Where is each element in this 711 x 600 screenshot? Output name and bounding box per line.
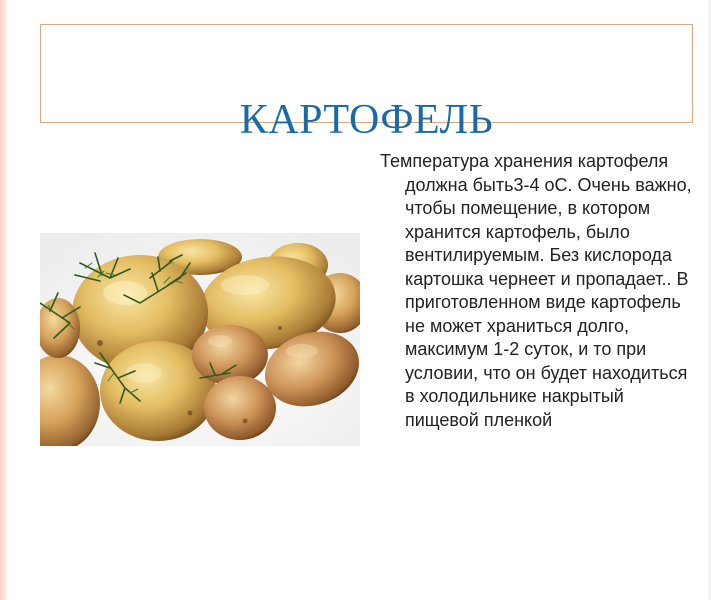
slide-title: КАРТОФЕЛЬ [239, 97, 494, 143]
left-accent-stripe [0, 0, 8, 600]
potato-photo [40, 233, 360, 446]
title-box [40, 24, 693, 143]
body-text [380, 150, 698, 432]
body-paragraph: Температура хранения картофеля должна быть3-4 оС. Очень важно, чтобы помещение, в котором хранится картофель, было вентилируемым. Без кислорода картошка чернеет и пропадает.. В приготовленном виде картофель не может храниться долго, максимум 1-2 суток, и то при условии, что он будет находиться в холодильнике накрытый пищевой пленкой [380, 151, 692, 430]
